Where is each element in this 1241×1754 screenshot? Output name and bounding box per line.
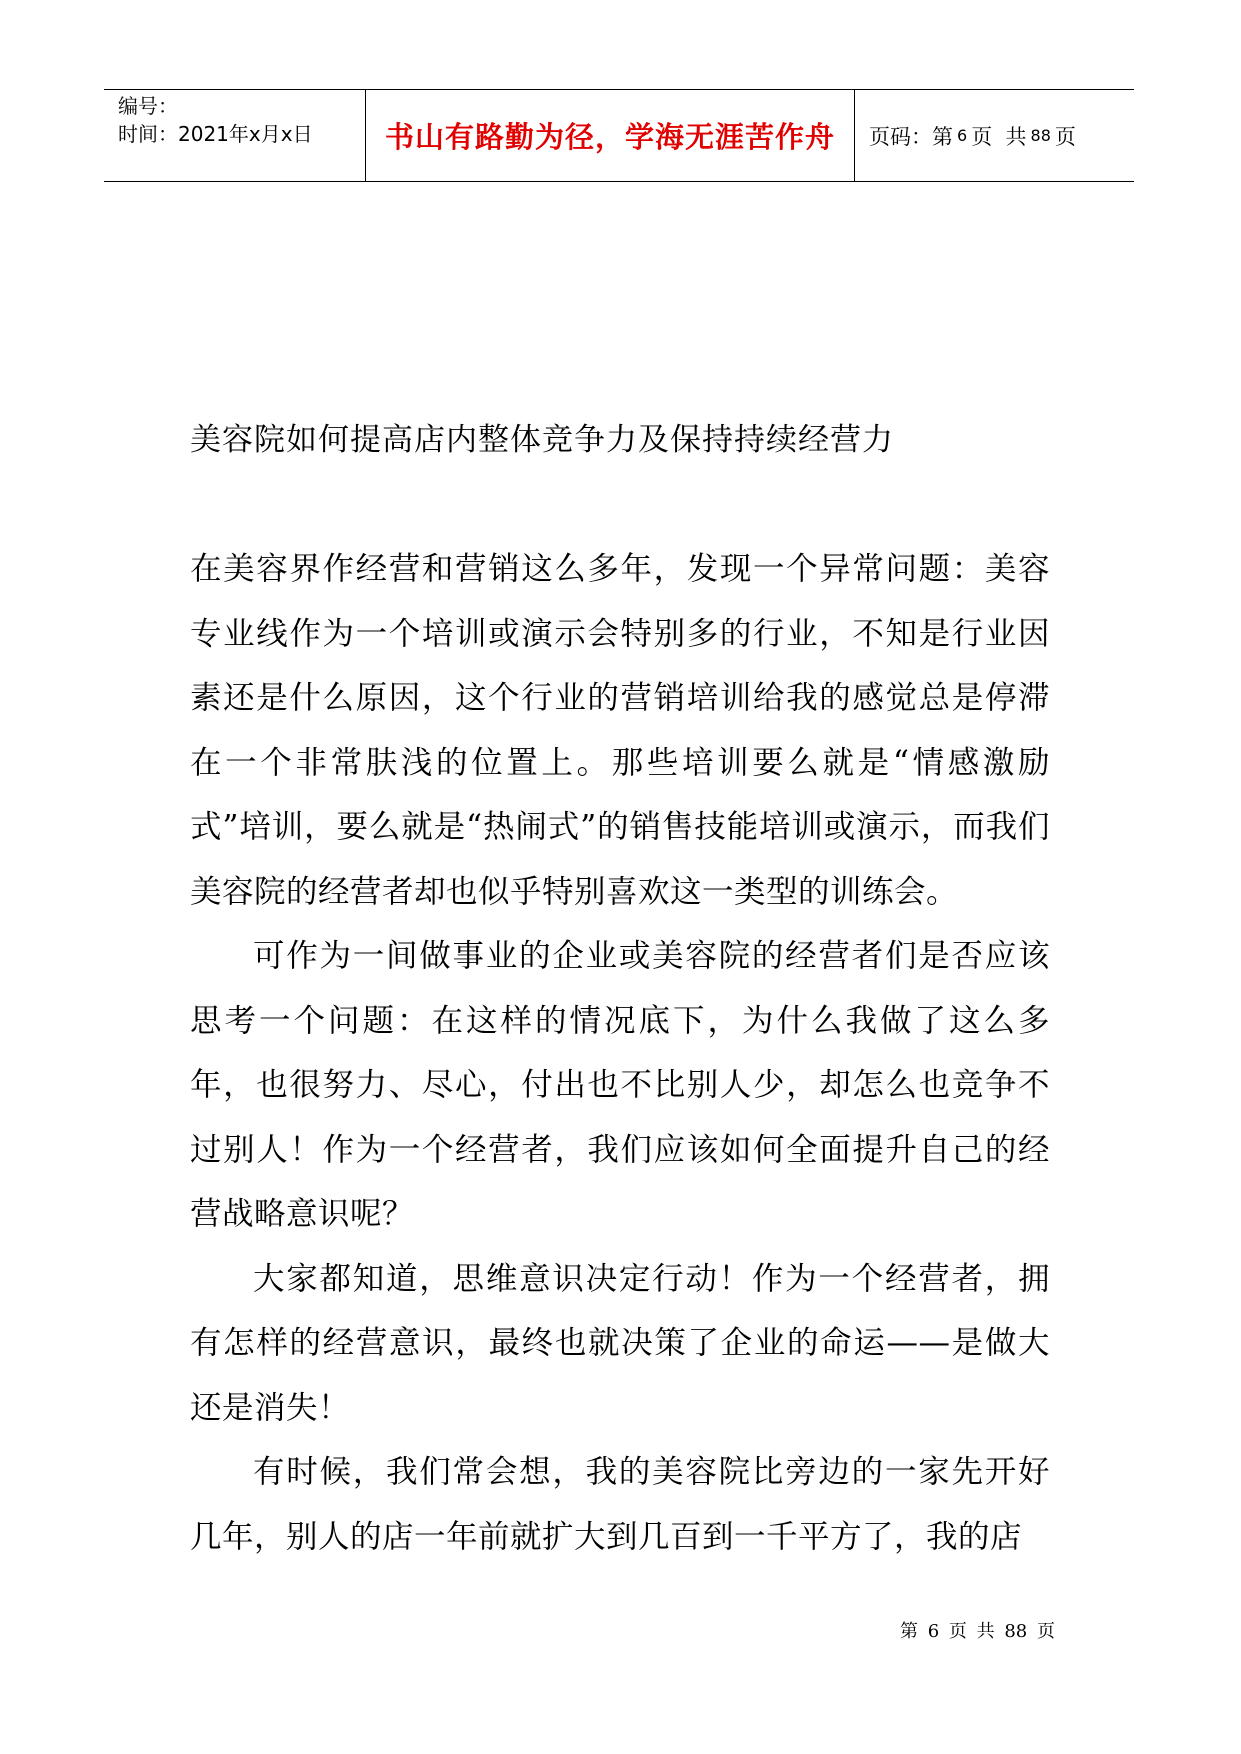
paragraph: 可作为一间做事业的企业或美容院的经营者们是否应该思考一个问题：在这样的情况底下，为什么我做了这么多年，也很努力、尽心，付出也不比别人少，却怎么也竞争不过别人！作为一个经营者，我们应该如何全面提升自己的经营战略意识呢？ [190,938,1050,1232]
page-label-mid: 页 共 [971,124,1027,149]
paragraph: 大家都知道，思维意识决定行动！作为一个经营者，拥有怎样的经营意识，最终也就决策了企业的命运——是做大还是消失！ [190,1260,1050,1426]
header-motto-cell [366,90,855,181]
page-total-number: 88 [1030,126,1051,145]
document-title: 美容院如何提高店内整体竞争力及保持持续经营力 [190,422,894,458]
time-label: 时间：2021年x月x日 [118,122,313,146]
serial-label: 编号： [118,94,178,118]
motto-text: 书山有路勤为径，学海无涯苦作舟 [384,120,835,154]
page-current-number: 6 [957,126,968,145]
header-page-info [855,90,1134,181]
document-body [190,537,1050,1569]
page-label-prefix: 页码：第 [869,124,953,149]
page-label-suffix: 页 [1054,124,1076,149]
paragraph: 有时候，我们常会想，我的美容院比旁边的一家先开好几年，别人的店一年前就扩大到几百到一千平方了，我的店 [190,1454,1050,1555]
paragraph: 在美容界作经营和营销这么多年，发现一个异常问题：美容专业线作为一个培训或演示会特别多的行业，不知是行业因素还是什么原因，这个行业的营销培训给我的感觉总是停滞在一个非常肤浅的位置上。那些培训要么就是“情感激励式”培训，要么就是“热闹式”的销售技能培训或演示，而我们美容院的经营者却也似乎特别喜欢这一类型的训练会。 [190,551,1050,910]
header-meta [104,90,366,181]
page-footer: 第 6 页 共 88 页 [900,1621,1055,1642]
page-header [104,89,1134,182]
